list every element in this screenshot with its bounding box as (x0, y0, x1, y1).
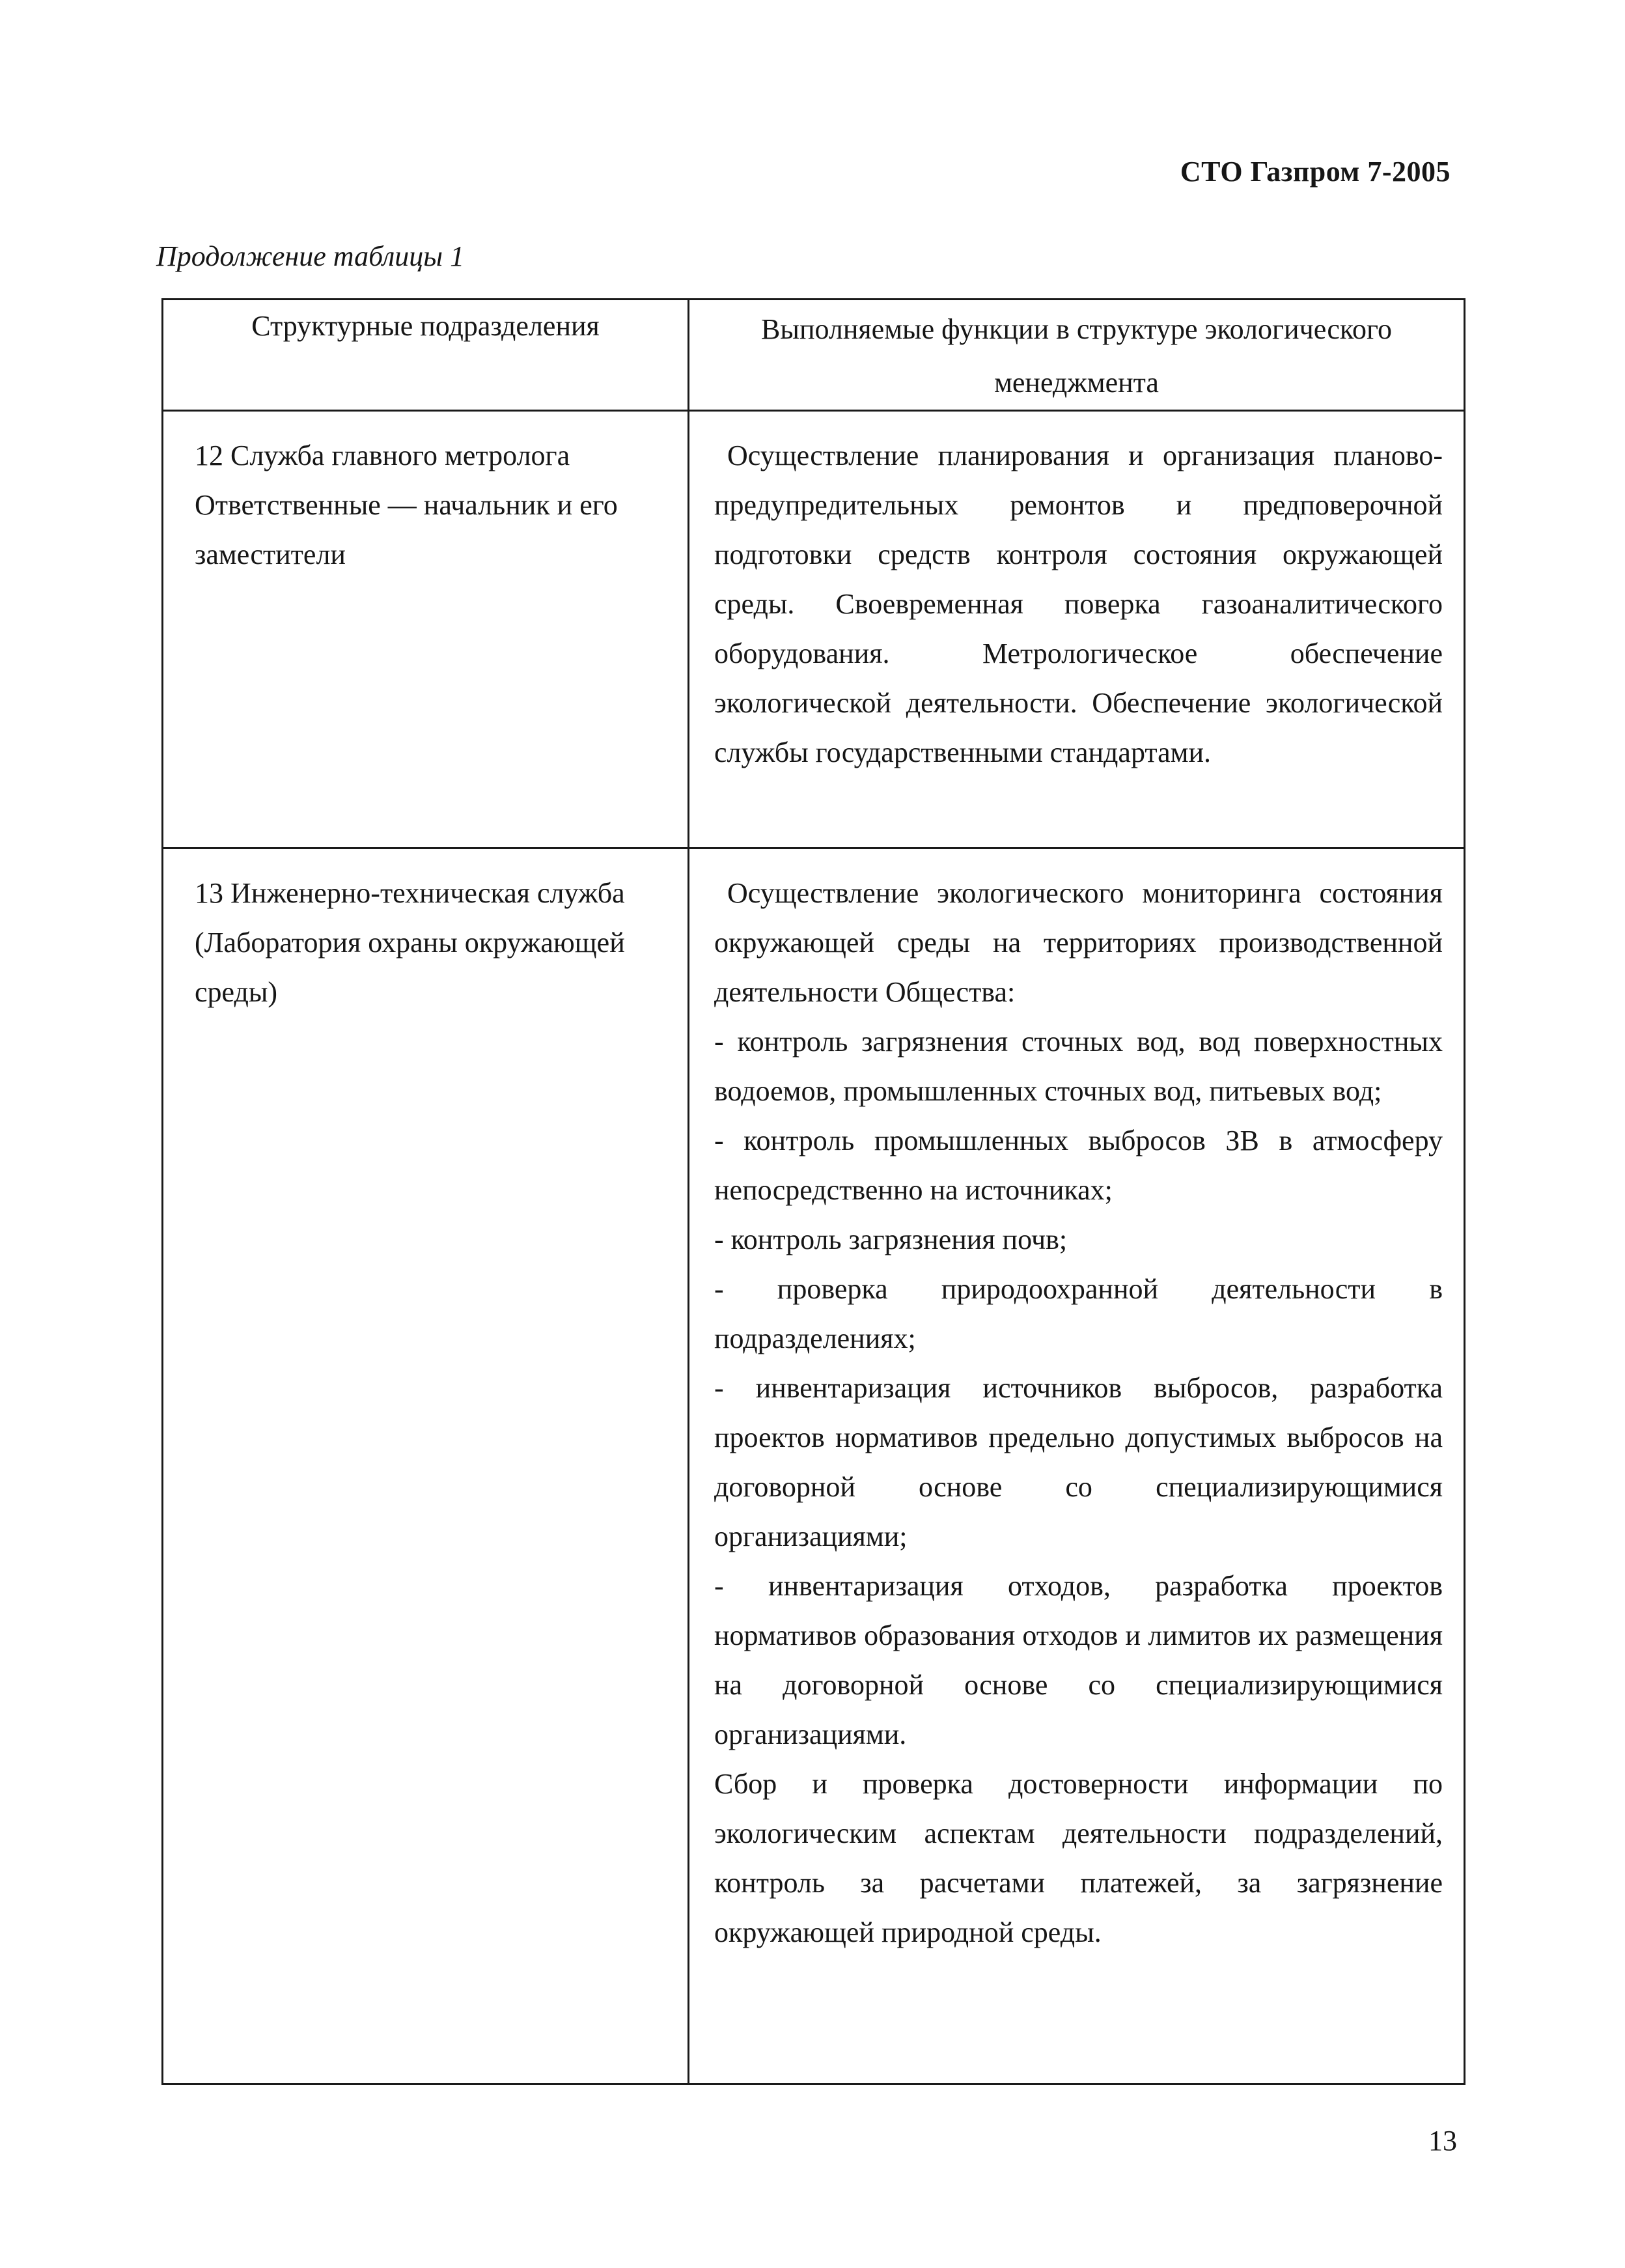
function-list-item: - контроль загрязнения почв; (714, 1224, 1068, 1255)
column-header-functions: Выполняемые функции в структуре экологического менеджмента (689, 300, 1465, 411)
function-paragraph: Осуществление экологического мониторинга состояния окружающей среды на территориях производственной деятельности Общества: (714, 877, 1443, 1008)
unit-name-cell: 13 Инженерно-техническая служба (Лаборатория охраны окружающей среды) (163, 848, 689, 2084)
table-header-row (163, 300, 1465, 411)
table-row (163, 848, 1465, 2084)
functions-cell (689, 848, 1465, 2084)
functions-table (161, 298, 1465, 2085)
column-header-units: Структурные подразделения (163, 300, 689, 411)
function-paragraph: Осуществление планирования и организация планово-предупредительных ремонтов и предповерочной подготовки средств контроля состояния окружающей среды. Своевременная поверка газоаналитического оборудования. Метрологическое обеспечение экологической деятельности. Обеспечение экологической службы государственными стандартами. (714, 440, 1443, 768)
function-list-item: - инвентаризация отходов, разработка проектов нормативов образования отходов и лимитов их размещения на договорной основе со специализирующимися организациями. (714, 1570, 1443, 1750)
document-code: СТО Газпром 7-2005 (1180, 156, 1451, 188)
functions-cell (689, 411, 1465, 848)
table-caption: Продолжение таблицы 1 (156, 240, 465, 272)
function-list-item: - контроль загрязнения сточных вод, вод поверхностных водоемов, промышленных сточных вод, питьевых вод; (714, 1026, 1443, 1107)
function-list-item: - проверка природоохранной деятельности в подразделениях; (714, 1273, 1443, 1354)
function-paragraph: Сбор и проверка достоверности информации по экологическим аспектам деятельности подразделений, контроль за расчетами платежей, за загрязнение окружающей природной среды. (714, 1768, 1443, 1948)
page-number: 13 (1428, 2125, 1457, 2157)
function-list-item: - инвентаризация источников выбросов, разработка проектов нормативов предельно допустимых выбросов на договорной основе со специализирующимися организациями; (714, 1372, 1443, 1552)
table-row (163, 411, 1465, 848)
function-list-item: - контроль промышленных выбросов ЗВ в атмосферу непосредственно на источниках; (714, 1125, 1443, 1206)
unit-name-cell: 12 Служба главного метролога Ответственные — начальник и его заместители (163, 411, 689, 848)
